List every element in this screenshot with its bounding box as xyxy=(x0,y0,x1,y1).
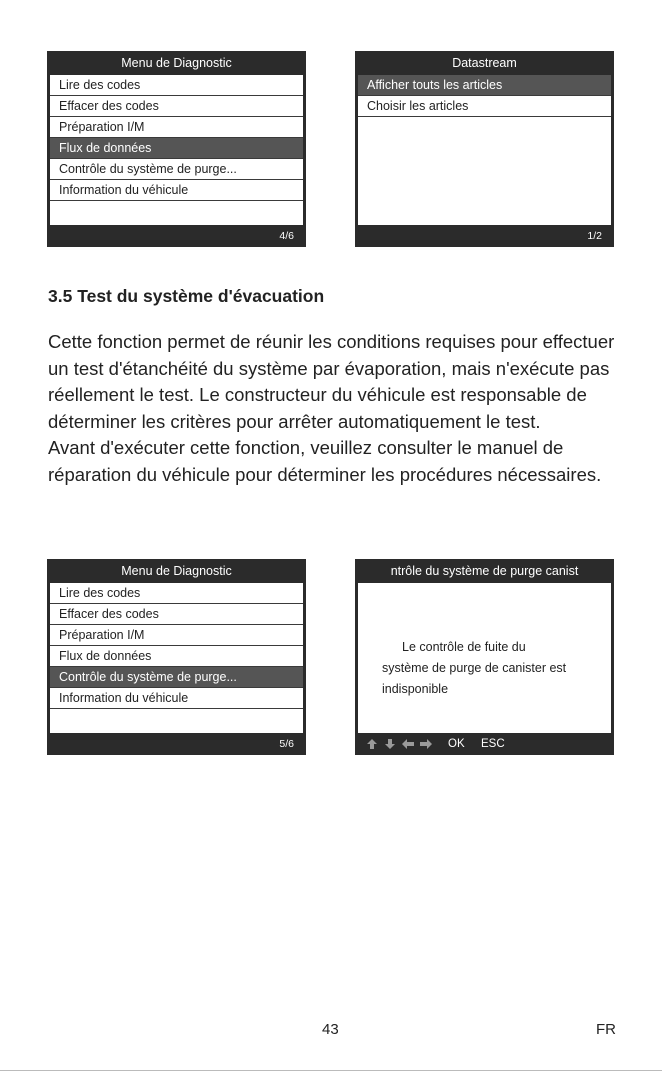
section-body xyxy=(48,329,622,488)
screen-title: ntrôle du système de purge canist xyxy=(390,564,579,578)
datastream-screen xyxy=(355,51,614,247)
screen-footer xyxy=(47,733,306,755)
menu-item-data-stream[interactable]: Flux de données xyxy=(50,138,303,159)
menu-item-read-codes[interactable]: Lire des codes xyxy=(50,583,303,604)
ok-button[interactable]: OK xyxy=(448,738,465,750)
screen-footer xyxy=(355,225,614,247)
arrow-right-icon[interactable] xyxy=(419,738,433,750)
diagnostic-menu-screen-2 xyxy=(47,559,306,755)
language-code: FR xyxy=(596,1021,616,1038)
menu-item-vehicle-info[interactable]: Information du véhicule xyxy=(50,180,303,201)
menu-item-evap-test[interactable]: Contrôle du système de purge... xyxy=(50,159,303,180)
page-indicator: 1/2 xyxy=(587,230,602,242)
menu-item-show-all[interactable]: Afficher touts les articles xyxy=(358,75,611,96)
message-line-2: système de purge de canister est xyxy=(382,661,567,675)
message-line-1: Le contrôle de fuite du xyxy=(402,640,526,654)
page-indicator: 4/6 xyxy=(279,230,294,242)
menu-item-erase-codes[interactable]: Effacer des codes xyxy=(50,604,303,625)
screen-footer xyxy=(47,225,306,247)
menu-item-im-readiness[interactable]: Préparation I/M xyxy=(50,625,303,646)
diagnostic-menu-screen-1 xyxy=(47,51,306,247)
status-message xyxy=(382,637,592,700)
arrow-up-icon[interactable] xyxy=(365,738,379,750)
message-line-3: indisponible xyxy=(382,682,449,696)
bottom-rule xyxy=(0,1070,662,1071)
page-number: 43 xyxy=(322,1021,339,1038)
menu-item-im-readiness[interactable]: Préparation I/M xyxy=(50,117,303,138)
menu-list xyxy=(50,75,303,225)
menu-list xyxy=(358,75,611,225)
screen-title: Menu de Diagnostic xyxy=(121,56,232,70)
menu-item-vehicle-info[interactable]: Information du véhicule xyxy=(50,688,303,709)
arrow-left-icon[interactable] xyxy=(401,738,415,750)
menu-item-erase-codes[interactable]: Effacer des codes xyxy=(50,96,303,117)
esc-button[interactable]: ESC xyxy=(481,738,505,750)
page-indicator: 5/6 xyxy=(279,738,294,750)
arrow-down-icon[interactable] xyxy=(383,738,397,750)
screen-title: Menu de Diagnostic xyxy=(121,564,232,578)
paragraph-1: Cette fonction permet de réunir les conditions requises pour effectuer un test d'étanchéité du système par évaporation, mais n'exécute pas réellement le test. Le constructeur du véhicule est responsable de déterminer les critères pour arrêter automatiquement le test. xyxy=(48,331,615,432)
menu-item-choose-items[interactable]: Choisir les articles xyxy=(358,96,611,117)
nav-arrows xyxy=(365,733,433,755)
paragraph-2: Avant d'exécuter cette fonction, veuillez consulter le manuel de réparation du véhicule pour déterminer les procédures nécessaires. xyxy=(48,437,602,485)
menu-item-data-stream[interactable]: Flux de données xyxy=(50,646,303,667)
message-area xyxy=(358,583,611,733)
screen-title: Datastream xyxy=(452,56,517,70)
menu-item-evap-test[interactable]: Contrôle du système de purge... xyxy=(50,667,303,688)
evap-test-screen xyxy=(355,559,614,755)
menu-item-read-codes[interactable]: Lire des codes xyxy=(50,75,303,96)
screen-footer xyxy=(355,733,614,755)
section-heading: 3.5 Test du système d'évacuation xyxy=(48,286,325,306)
menu-list xyxy=(50,583,303,733)
